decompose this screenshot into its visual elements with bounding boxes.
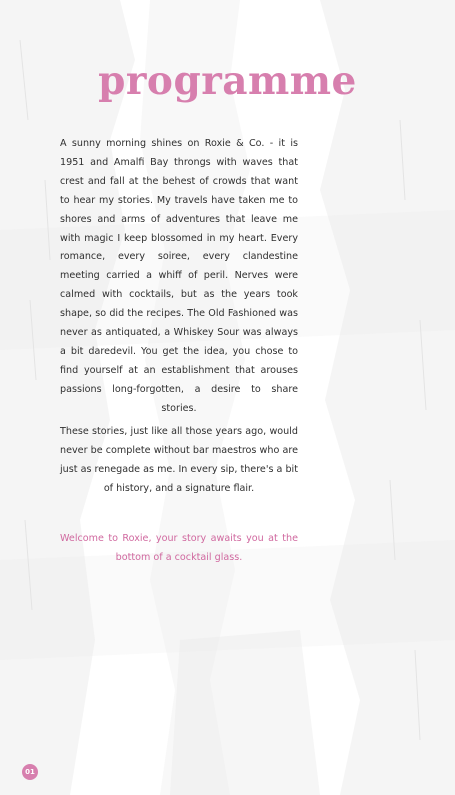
page-number-badge: 01 bbox=[22, 764, 38, 780]
page-title: programme bbox=[98, 58, 357, 104]
closing-line: Welcome to Roxie, your story awaits you at the bottom of a cocktail glass. bbox=[60, 533, 298, 563]
second-paragraph: These stories, just like all those years ago, would never be complete without bar maestros who are just as renegade as me. In every sip, there's a bit of history, and a signature flair. bbox=[60, 426, 298, 494]
intro-paragraph: A sunny morning shines on Roxie & Co. - it is 1951 and Amalfi Bay throngs with waves that crest and fall at the behest of crowds that want to hear my stories. My travels have taken me to shores and arms of adventures that leave me with magic I keep blossomed in my heart. Every romance, every soiree, every clandestine meeting carried a whiff of peril. Nerves were calmed with cocktails, but as the years took shape, so did the recipes. The Old Fashioned was never as antiquated, a Whiskey Sour was always a bit daredevil. You get the idea, you chose to find yourself at an establishment that arouses passions long-forgotten, a desire to share stories. bbox=[60, 138, 298, 414]
